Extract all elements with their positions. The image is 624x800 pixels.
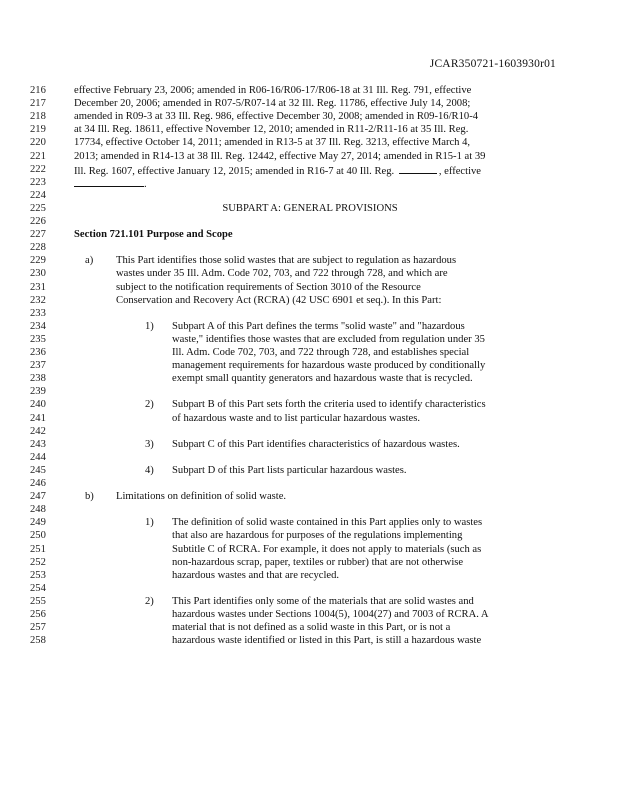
line-text: Ill. Adm. Code 702, 703, and 722 through 728, and establishes special xyxy=(172,347,470,358)
line-text xyxy=(74,176,147,191)
line-number: 249 xyxy=(30,517,46,529)
line-text: 17734, effective October 14, 2011; amended in R13-5 at 37 Ill. Reg. 3213, effective March 4, xyxy=(74,137,471,149)
line-text: exempt small quantity generators and hazardous waste that is recycled. xyxy=(172,373,473,385)
line-number: 222 xyxy=(30,163,46,175)
line-number: 239 xyxy=(30,386,46,398)
line-number: 258 xyxy=(30,635,46,647)
line-number: 256 xyxy=(30,609,46,620)
line-number: 218 xyxy=(30,111,46,123)
line-text: December 20, 2006; amended in R07-5/R07-14 at 32 Ill. Reg. 11786, effective July 14, 2008; xyxy=(74,98,471,110)
line-number: 235 xyxy=(30,333,46,345)
line-number: 244 xyxy=(30,451,46,463)
line-text-part: . xyxy=(144,178,147,190)
line-text: This Part identifies only some of the materials that are solid wastes and xyxy=(172,595,474,607)
line-number: 221 xyxy=(30,150,46,162)
item-label: 1) xyxy=(145,517,154,529)
item-label: 1) xyxy=(145,320,154,332)
line-number: 224 xyxy=(30,189,46,201)
line-number: 230 xyxy=(30,268,46,280)
item-label: 3) xyxy=(145,438,154,450)
line-text: wastes under 35 Ill. Adm. Code 702, 703, and 722 through 728, and which are xyxy=(116,268,448,280)
line-number: 243 xyxy=(30,438,46,450)
item-label: 2) xyxy=(145,399,154,411)
item-label: b) xyxy=(85,491,94,503)
line-number: 225 xyxy=(30,202,46,214)
line-text: hazardous wastes under Sections 1004(5), 1004(27) and 7003 of RCRA. A xyxy=(172,609,489,620)
line-number: 252 xyxy=(30,556,46,568)
line-text: subject to the notification requirements of Section 3010 of the Resource xyxy=(116,281,421,293)
line-text: Subpart D of this Part lists particular hazardous wastes. xyxy=(172,464,407,476)
line-number: 227 xyxy=(30,229,46,241)
line-number: 234 xyxy=(30,320,46,332)
line-number: 220 xyxy=(30,137,46,149)
line-number: 229 xyxy=(30,255,46,267)
line-text: Section 721.101 Purpose and Scope xyxy=(74,229,233,241)
line-text: at 34 Ill. Reg. 18611, effective November 12, 2010; amended in R11-2/R11-16 at 35 Ill. Reg. xyxy=(74,124,469,136)
line-text: material that is not defined as a solid waste in this Part, or is not a xyxy=(172,622,451,634)
line-number: 251 xyxy=(30,543,46,555)
line-number: 219 xyxy=(30,124,46,136)
line-number: 242 xyxy=(30,425,46,437)
item-label: 2) xyxy=(145,595,154,607)
line-number: 245 xyxy=(30,464,46,476)
line-number: 233 xyxy=(30,307,46,319)
line-text: hazardous waste identified or listed in this Part, is still a hazardous waste xyxy=(172,635,482,647)
line-number: 246 xyxy=(30,478,46,489)
line-text: that also are hazardous for purposes of the regulations implementing xyxy=(172,530,463,542)
line-number: 241 xyxy=(30,412,46,424)
line-text: The definition of solid waste contained in this Part applies only to wastes xyxy=(172,517,483,529)
line-text: Conservation and Recovery Act (RCRA) (42 USC 6901 et seq.). In this Part: xyxy=(116,294,442,306)
line-text: non-hazardous scrap, paper, textiles or rubber) that are not otherwise xyxy=(172,556,464,568)
line-text: waste," identifies those wastes that are excluded from regulation under 35 xyxy=(172,333,485,345)
line-text: Subpart C of this Part identifies characteristics of hazardous wastes. xyxy=(172,438,460,450)
line-number: 238 xyxy=(30,373,46,385)
line-number: 216 xyxy=(30,85,46,96)
line-number: 231 xyxy=(30,281,46,293)
line-text: amended in R09-3 at 33 Ill. Reg. 986, effective December 30, 2008; amended in R09-16/R10-4 xyxy=(74,111,479,123)
line-text: management requirements for hazardous waste produced by conditionally xyxy=(172,360,486,372)
line-text: 2013; amended in R14-13 at 38 Ill. Reg. 12442, effective May 27, 2014; amended in R15-1 at 39 xyxy=(74,150,486,162)
line-number: 247 xyxy=(30,491,46,503)
blank-field xyxy=(399,163,437,174)
line-number: 253 xyxy=(30,569,46,581)
line-text: Subpart A of this Part defines the terms "solid waste" and "hazardous xyxy=(172,320,465,332)
line-text: This Part identifies those solid wastes that are subject to regulation as hazardous xyxy=(116,255,457,267)
line-number: 236 xyxy=(30,347,46,358)
line-text: hazardous wastes and that are recycled. xyxy=(172,569,340,581)
line-number: 240 xyxy=(30,399,46,411)
line-text: SUBPART A: GENERAL PROVISIONS xyxy=(222,202,398,214)
line-text-part: Ill. Reg. 1607, effective January 12, 2015; amended in R16-7 at 40 Ill. Reg. xyxy=(74,165,395,177)
line-text: of hazardous waste and to list particular hazardous wastes. xyxy=(172,412,420,424)
line-text: effective February 23, 2006; amended in R06-16/R06-17/R06-18 at 31 Ill. Reg. 791, effective xyxy=(74,85,472,96)
line-number: 248 xyxy=(30,504,46,516)
line-number: 254 xyxy=(30,582,46,594)
line-number: 255 xyxy=(30,595,46,607)
blank-field xyxy=(74,176,144,187)
line-number: 237 xyxy=(30,360,46,372)
item-label: a) xyxy=(85,255,94,267)
line-number: 257 xyxy=(30,622,46,634)
line-number: 223 xyxy=(30,176,46,188)
line-number: 228 xyxy=(30,242,46,254)
document-id: JCAR350721-1603930r01 xyxy=(429,58,556,70)
line-text: Limitations on definition of solid waste. xyxy=(116,491,287,503)
line-number: 232 xyxy=(30,294,46,306)
line-text-part: , effective xyxy=(438,165,482,177)
line-number: 217 xyxy=(30,98,46,110)
line-number: 250 xyxy=(30,530,46,542)
line-number: 226 xyxy=(30,216,46,227)
line-text: Subtitle C of RCRA. For example, it does not apply to materials (such as xyxy=(172,543,482,555)
line-text: Subpart B of this Part sets forth the criteria used to identify characteristics xyxy=(172,399,486,411)
item-label: 4) xyxy=(145,464,154,476)
